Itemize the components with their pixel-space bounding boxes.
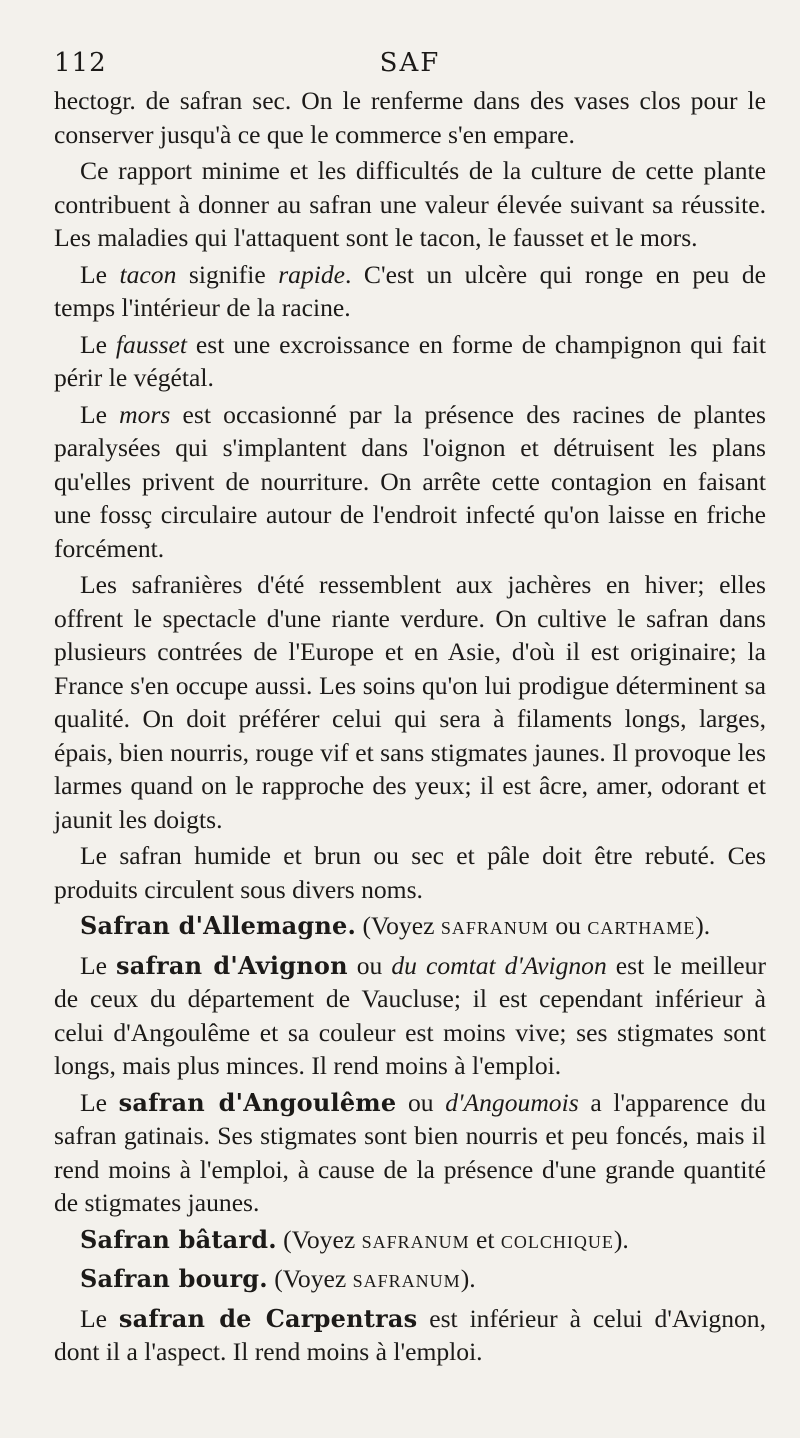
text-run: est une excroissance en forme de champignon qui fait périr le végétal.	[54, 329, 766, 392]
text-run: Le	[80, 1303, 119, 1333]
entry-allemagne	[54, 909, 766, 946]
paragraph-1: hectogr. de safran sec. On le renferme dans des vases clos pour le conserver jusqu'à ce que le commerce s'en empare.	[54, 86, 766, 149]
term-mors: mors	[119, 399, 171, 429]
entry-head: Safran d'Allemagne.	[80, 911, 357, 940]
text-run: et	[469, 1224, 501, 1254]
entry-alt-name: d'Angoumois	[445, 1087, 579, 1117]
text-run: (Voyez	[276, 1224, 362, 1254]
text-run: . C'est un ulcère qui ronge en peu de temps l'intérieur de la racine.	[54, 259, 766, 322]
term-fausset: fausset	[115, 329, 188, 359]
text-run: ou	[396, 1087, 446, 1117]
entry-angouleme	[54, 1086, 766, 1220]
entry-head: safran d'Angoulême	[118, 1087, 397, 1117]
paragraph-fausset	[54, 328, 766, 395]
cross-reference: CARTHAME	[587, 918, 696, 938]
text-run: ).	[695, 911, 711, 940]
paragraph-mors	[54, 398, 766, 566]
entry-batard	[54, 1223, 766, 1260]
text-run: Le	[80, 1087, 119, 1117]
text-run: ).	[460, 1264, 476, 1293]
cross-reference: COLCHIQUE	[500, 1231, 614, 1252]
paragraph-tacon	[54, 258, 766, 325]
text-run: Le	[80, 329, 116, 359]
text-run: Le	[80, 399, 120, 429]
page-number: 112	[54, 48, 107, 78]
entry-head: Safran bâtard.	[80, 1224, 277, 1254]
text-run: est le meilleur de ceux du département de Vaucluse; il est cependant inférieur à celui d'Angoulême et sa couleur est moins vive; ses stigmates sont longs, mais plus minces. Il rend moins à l'emploi.	[54, 950, 766, 1080]
text-run: signifie	[176, 259, 279, 289]
text-run: (Voyez	[267, 1264, 353, 1293]
term-tacon: tacon	[119, 259, 177, 289]
cross-reference: SAFRANUM	[440, 918, 549, 938]
paragraph-7: Le safran humide et brun ou sec et pâle doit être rebuté. Ces produits circulent sous divers noms.	[54, 841, 766, 904]
text-run: Le	[80, 259, 120, 289]
cross-reference: SAFRANUM	[361, 1231, 470, 1252]
paragraph-2: Ce rapport minime et les difficultés de la culture de cette plante contribuent à donner au safran une valeur élevée suivant sa réussite. Les maladies qui l'attaquent sont le tacon, le fausset et le mors.	[54, 156, 766, 252]
text-run: ).	[613, 1224, 629, 1254]
page-header	[54, 0, 766, 88]
entry-carpentras	[54, 1302, 766, 1369]
term-rapide: rapide	[278, 259, 346, 289]
entry-bourg	[54, 1262, 766, 1299]
text-run: ou	[347, 950, 392, 980]
text-run: ou	[548, 911, 588, 940]
entry-alt-name: du comtat d'Avignon	[391, 950, 607, 980]
entry-head: safran de Carpentras	[118, 1303, 418, 1333]
text-run: est inférieur à celui d'Avignon, dont il a l'aspect. Il rend moins à l'emploi.	[54, 1303, 766, 1366]
text-run: a l'apparence du safran gatinais. Ses stigmates sont bien nourris et peu foncés, mais il rend moins à l'emploi, à cause de la présence d'une grande quantité de stigmates jaunes.	[54, 1087, 766, 1217]
paragraph-6: Les safranières d'été ressemblent aux jachères en hiver; elles offrent le spectacle d'une riante verdure. On cultive le safran dans plusieurs contrées de l'Europe et en Asie, d'où il est originaire; la France s'en occupe aussi. Les soins qu'on lui prodigue déterminent sa qualité. On doit préférer celui qui sera à filaments longs, larges, épais, bien nourris, rouge vif et sans stigmates jaunes. Il provoque les larmes quand on le rapproche des yeux; il est âcre, amer, odorant et jaunit les doigts.	[54, 570, 766, 834]
body-text	[54, 84, 766, 1369]
entry-head: safran d'Avignon	[116, 950, 348, 980]
entry-avignon	[54, 949, 766, 1083]
text-run: (Voyez	[356, 911, 441, 940]
text-run: Le	[80, 950, 117, 980]
text-run: est occasionné par la présence des racines de plantes paralysées qui s'implantent dans l'oignon et détruisent les plans qu'elles privent de nourriture. On arrête cette contagion en faisant une fossç circulaire autour de l'endroit infecté qu'on laisse en friche forcément.	[54, 399, 766, 563]
cross-reference: SAFRANUM	[352, 1271, 461, 1291]
running-head: SAF	[379, 48, 441, 78]
entry-head: Safran bourg.	[80, 1264, 268, 1293]
